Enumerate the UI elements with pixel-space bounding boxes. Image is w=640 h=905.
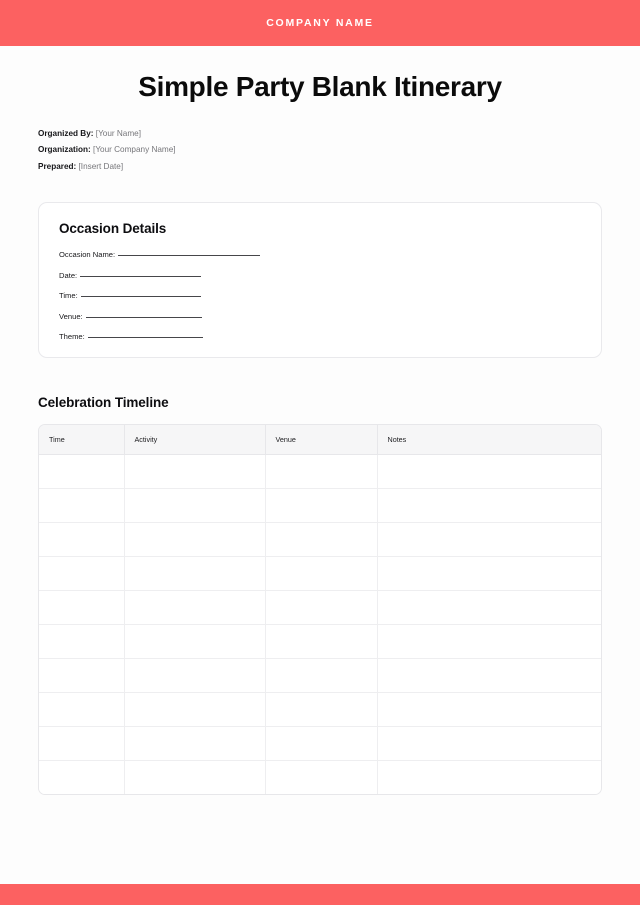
theme-blank[interactable] [88, 337, 203, 338]
table-row [39, 454, 601, 488]
meta-block [38, 126, 602, 175]
table-cell[interactable] [265, 658, 377, 692]
table-cell[interactable] [377, 522, 601, 556]
meta-label: Prepared: [38, 161, 77, 171]
table-cell[interactable] [39, 658, 124, 692]
table-cell[interactable] [265, 590, 377, 624]
field-label: Venue: [59, 311, 83, 321]
venue-blank[interactable] [86, 317, 202, 318]
meta-row-organization [38, 142, 602, 158]
celebration-timeline-table [39, 425, 601, 794]
field-label: Date: [59, 270, 78, 280]
table-cell[interactable] [265, 454, 377, 488]
field-label: Occasion Name: [59, 250, 116, 260]
field-date [59, 271, 581, 292]
column-header-time: Time [39, 425, 124, 454]
table-cell[interactable] [39, 454, 124, 488]
occasion-name-blank[interactable] [118, 255, 260, 256]
field-occasion-name [59, 250, 581, 271]
document-body [0, 46, 640, 884]
table-row [39, 556, 601, 590]
table-body [39, 454, 601, 794]
table-cell[interactable] [124, 658, 265, 692]
meta-row-organized-by [38, 126, 602, 142]
column-header-notes: Notes [377, 425, 601, 454]
table-cell[interactable] [377, 454, 601, 488]
table-row [39, 488, 601, 522]
table-cell[interactable] [377, 760, 601, 794]
table-cell[interactable] [377, 624, 601, 658]
table-cell[interactable] [124, 556, 265, 590]
table-cell[interactable] [39, 556, 124, 590]
field-label: Time: [59, 291, 78, 301]
table-header-row [39, 425, 601, 454]
meta-row-prepared [38, 159, 602, 175]
table-cell[interactable] [124, 454, 265, 488]
meta-value: [Insert Date] [78, 161, 124, 171]
table-cell[interactable] [377, 726, 601, 760]
celebration-timeline-table-wrapper [38, 424, 602, 795]
meta-value: [Your Name] [95, 129, 142, 138]
meta-value: [Your Company Name] [93, 145, 176, 155]
celebration-timeline-heading: Celebration Timeline [38, 395, 169, 411]
table-cell[interactable] [124, 760, 265, 794]
field-time [59, 291, 581, 312]
company-name: COMPANY NAME [266, 16, 374, 29]
table-cell[interactable] [265, 692, 377, 726]
table-cell[interactable] [39, 726, 124, 760]
table-row [39, 590, 601, 624]
table-row [39, 658, 601, 692]
page-title: Simple Party Blank Itinerary [138, 71, 502, 102]
column-header-activity: Activity [124, 425, 265, 454]
date-blank[interactable] [80, 276, 201, 277]
occasion-details-card [38, 202, 602, 358]
table-cell[interactable] [377, 556, 601, 590]
table-cell[interactable] [124, 488, 265, 522]
table-row [39, 760, 601, 794]
table-row [39, 692, 601, 726]
column-header-venue: Venue [265, 425, 377, 454]
table-cell[interactable] [265, 624, 377, 658]
footer-band [0, 884, 640, 905]
table-row [39, 522, 601, 556]
table-cell[interactable] [39, 692, 124, 726]
occasion-details-heading: Occasion Details [59, 221, 167, 237]
table-cell[interactable] [124, 590, 265, 624]
meta-label: Organization: [38, 145, 91, 155]
table-cell[interactable] [124, 522, 265, 556]
table-row [39, 624, 601, 658]
table-cell[interactable] [265, 522, 377, 556]
field-label: Theme: [59, 332, 85, 342]
table-cell[interactable] [265, 488, 377, 522]
meta-label: Organized By: [38, 129, 94, 138]
table-cell[interactable] [377, 590, 601, 624]
table-cell[interactable] [39, 760, 124, 794]
table-cell[interactable] [265, 726, 377, 760]
field-theme [59, 332, 581, 353]
table-cell[interactable] [124, 692, 265, 726]
time-blank[interactable] [81, 296, 201, 297]
table-cell[interactable] [265, 760, 377, 794]
table-cell[interactable] [39, 522, 124, 556]
table-cell[interactable] [39, 624, 124, 658]
table-cell[interactable] [124, 726, 265, 760]
header-band [0, 0, 640, 46]
table-cell[interactable] [124, 624, 265, 658]
table-row [39, 726, 601, 760]
table-head [39, 425, 601, 454]
table-cell[interactable] [377, 658, 601, 692]
table-cell[interactable] [377, 692, 601, 726]
table-cell[interactable] [39, 590, 124, 624]
field-venue [59, 312, 581, 333]
table-cell[interactable] [39, 488, 124, 522]
table-cell[interactable] [265, 556, 377, 590]
table-cell[interactable] [377, 488, 601, 522]
